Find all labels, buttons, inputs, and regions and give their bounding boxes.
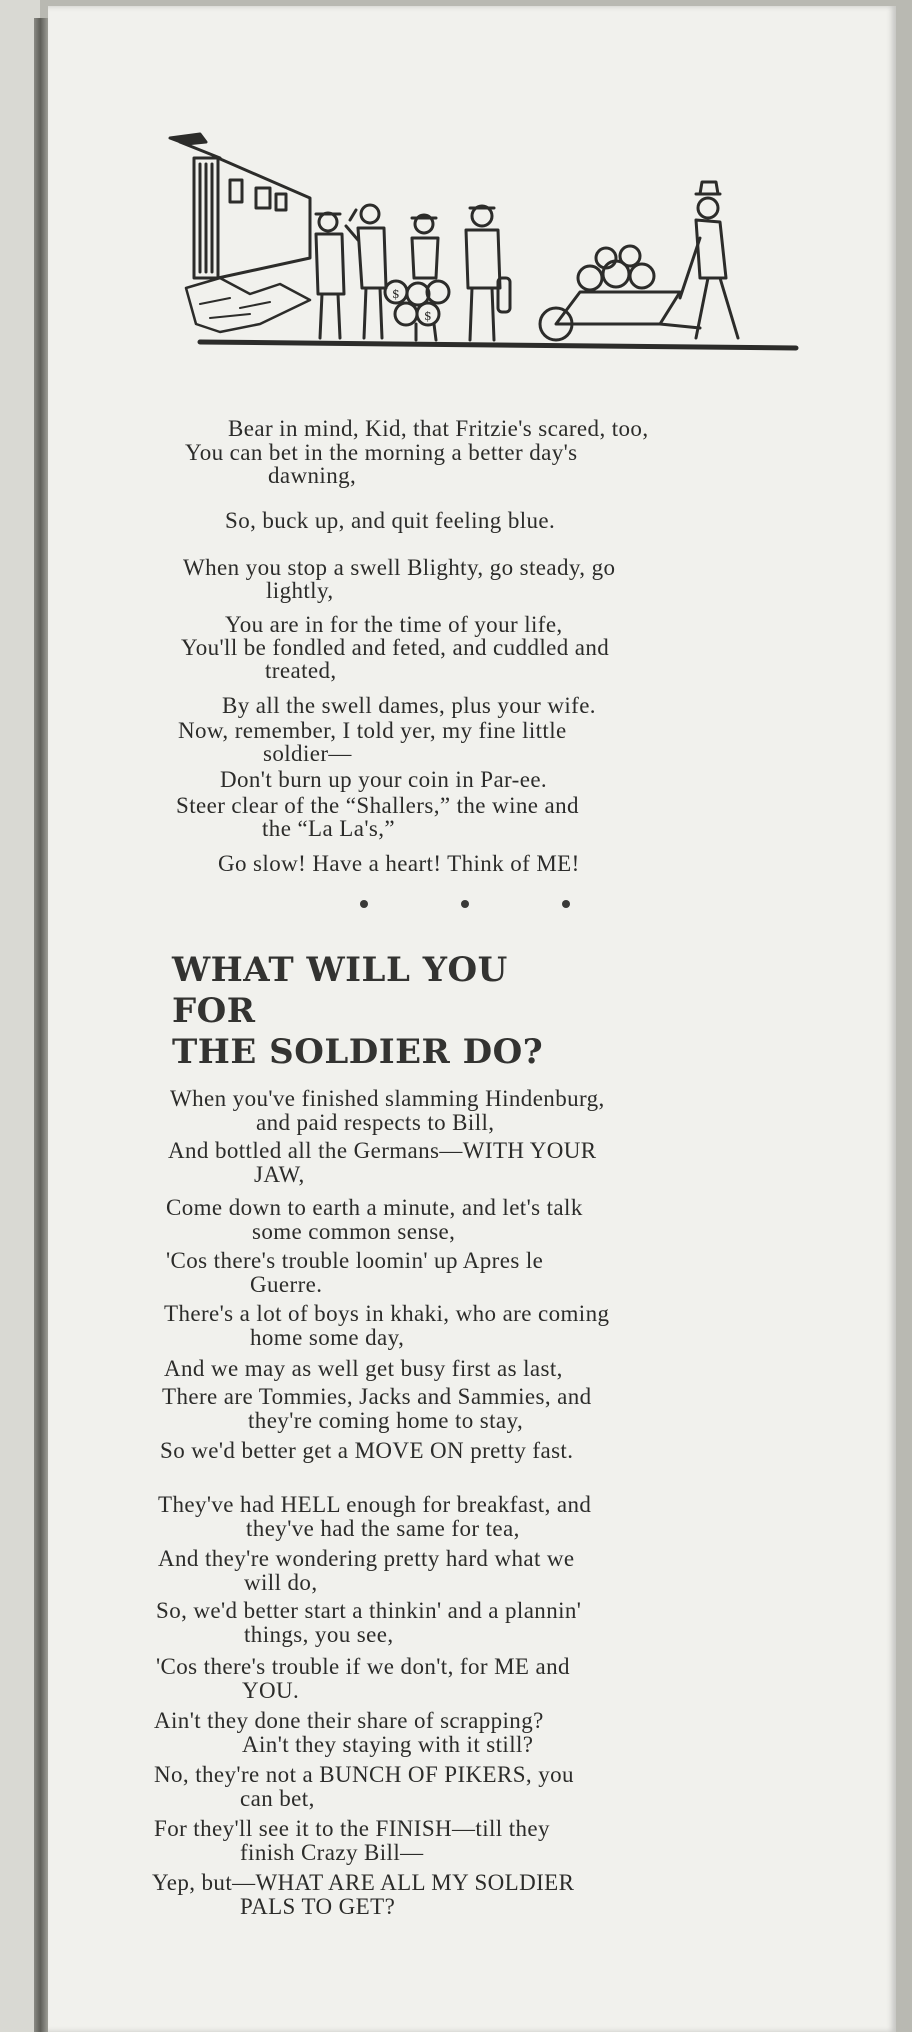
poem-line: Bear in mind, Kid, that Fritzie's scared, too, bbox=[228, 416, 649, 441]
poem-line: they've had the same for tea, bbox=[246, 1516, 520, 1541]
poem-line: For they'll see it to the FINISH—till they bbox=[154, 1816, 550, 1841]
poem-line: things, you see, bbox=[244, 1622, 394, 1647]
poem-line: soldier— bbox=[263, 741, 352, 766]
poem-line: So we'd better get a MOVE ON pretty fast. bbox=[160, 1438, 574, 1463]
poem-line: Ain't they staying with it still? bbox=[242, 1732, 534, 1757]
poem-line: Come down to earth a minute, and let's talk bbox=[166, 1195, 583, 1220]
poem-line: And bottled all the Germans—WITH YOUR bbox=[168, 1138, 597, 1163]
poem-line: some common sense, bbox=[252, 1219, 456, 1244]
poem-line: You are in for the time of your life, bbox=[225, 612, 563, 637]
poem-line: Ain't they done their share of scrapping? bbox=[154, 1708, 544, 1733]
poem-line: They've had HELL enough for breakfast, and bbox=[158, 1492, 592, 1517]
poem-line: Don't burn up your coin in Par-ee. bbox=[220, 767, 548, 792]
poem-line: and paid respects to Bill, bbox=[256, 1110, 495, 1135]
poem-line: Go slow! Have a heart! Think of ME! bbox=[218, 851, 580, 876]
poem-line: the “La La's,” bbox=[262, 816, 395, 841]
title-line: FOR bbox=[172, 991, 256, 1031]
poem-line: lightly, bbox=[266, 578, 334, 603]
poem-line: dawning, bbox=[268, 463, 357, 488]
poem-line: can bet, bbox=[240, 1786, 315, 1811]
poem-line: treated, bbox=[265, 658, 337, 683]
poem-line: You'll be fondled and feted, and cuddled and bbox=[181, 635, 610, 660]
poem-line: There are Tommies, Jacks and Sammies, and bbox=[162, 1384, 592, 1409]
poem-line: By all the swell dames, plus your wife. bbox=[222, 693, 596, 718]
poem-line: There's a lot of boys in khaki, who are coming bbox=[164, 1301, 610, 1326]
poem-line: Yep, but—WHAT ARE ALL MY SOLDIER bbox=[152, 1870, 575, 1895]
poem-line: Guerre. bbox=[250, 1272, 323, 1297]
poem-line: When you stop a swell Blighty, go steady, go bbox=[183, 555, 616, 580]
poem-line: So, we'd better start a thinkin' and a plannin' bbox=[156, 1598, 582, 1623]
poem-line: will do, bbox=[244, 1570, 318, 1595]
poem-line: home some day, bbox=[250, 1325, 405, 1350]
poem-line: PALS TO GET? bbox=[240, 1894, 396, 1919]
poem-line: So, buck up, and quit feeling blue. bbox=[225, 508, 556, 533]
poem-line: Steer clear of the “Shallers,” the wine and bbox=[176, 793, 579, 818]
title-line: THE SOLDIER DO? bbox=[172, 1032, 544, 1072]
poem-line: JAW, bbox=[254, 1162, 305, 1187]
poem-line: YOU. bbox=[242, 1678, 300, 1703]
poem-line: No, they're not a BUNCH OF PIKERS, you bbox=[154, 1762, 574, 1787]
poem-line: And they're wondering pretty hard what we bbox=[158, 1546, 575, 1571]
svg-text:$: $ bbox=[424, 309, 432, 323]
poem-line: You can bet in the morning a better day's bbox=[185, 440, 578, 465]
poem-line: they're coming home to stay, bbox=[248, 1408, 524, 1433]
poem-line: 'Cos there's trouble loomin' up Apres le bbox=[166, 1248, 544, 1273]
title-line: WHAT WILL YOU bbox=[172, 950, 508, 990]
poem-line: And we may as well get busy first as last, bbox=[164, 1356, 563, 1381]
svg-text:$: $ bbox=[392, 287, 400, 301]
poem-line: 'Cos there's trouble if we don't, for ME and bbox=[156, 1654, 570, 1679]
poem-line: finish Crazy Bill— bbox=[240, 1840, 424, 1865]
poem-line: When you've finished slamming Hindenburg, bbox=[170, 1086, 605, 1111]
poem-line: Now, remember, I told yer, my fine little bbox=[178, 718, 567, 743]
